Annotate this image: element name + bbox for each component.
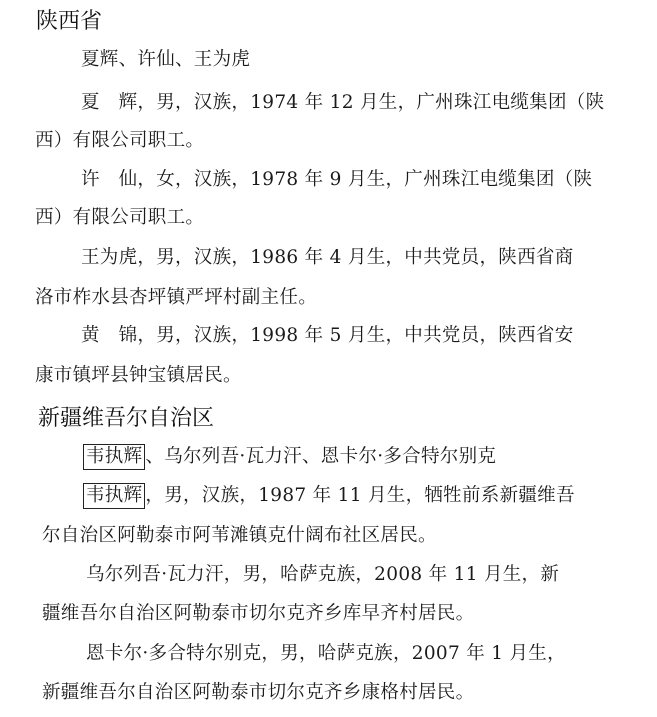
person-paragraph-line: 恩卡尔·多合特尔别克，男，哈萨克族，2007 年 1 月生， <box>86 643 566 664</box>
names-line-shaanxi: 夏辉、许仙、王为虎 <box>81 49 251 70</box>
person-paragraph-line <box>83 481 575 507</box>
section-heading-xinjiang: 新疆维吾尔自治区 <box>38 406 215 431</box>
person-paragraph-line-rest: ，男，汉族，1987 年 11 月生，牺牲前系新疆维吾 <box>145 485 575 506</box>
person-paragraph-line: 新疆维吾尔自治区阿勒泰市切尔克齐乡康格村居民。 <box>42 682 475 703</box>
person-paragraph-line: 许 仙，女，汉族，1978 年 9 月生，广州珠江电缆集团（陕 <box>81 169 593 190</box>
person-paragraph-line: 王为虎，男，汉族，1986 年 4 月生，中共党员，陕西省商 <box>81 247 574 268</box>
person-paragraph-line: 夏 辉，男，汉族，1974 年 12 月生，广州珠江电缆集团（陕 <box>81 92 605 113</box>
person-paragraph-line: 西）有限公司职工。 <box>35 207 205 228</box>
person-paragraph-line: 乌尔列吾·瓦力汗，男，哈萨克族，2008 年 11 月生，新 <box>86 564 560 585</box>
person-paragraph-line: 黄 锦，男，汉族，1998 年 5 月生，中共党员，陕西省安 <box>81 325 574 346</box>
section-heading-shaanxi: 陕西省 <box>36 9 103 34</box>
person-paragraph-line: 尔自治区阿勒泰市阿苇滩镇克什阔布社区居民。 <box>42 525 437 546</box>
highlighted-name-box: 韦执辉 <box>83 483 145 509</box>
highlighted-name-box: 韦执辉 <box>83 444 145 470</box>
person-paragraph-line: 康市镇坪县钟宝镇居民。 <box>35 365 242 386</box>
person-paragraph-line: 西）有限公司职工。 <box>35 130 205 151</box>
names-line-rest: 、乌尔列吾·瓦力汗、恩卡尔·多合特尔别克 <box>145 446 497 467</box>
person-paragraph-line: 疆维吾尔自治区阿勒泰市切尔克齐乡库早齐村居民。 <box>42 603 475 624</box>
person-paragraph-line: 洛市柞水县杏坪镇严坪村副主任。 <box>35 287 318 308</box>
names-line-xinjiang <box>83 442 496 468</box>
